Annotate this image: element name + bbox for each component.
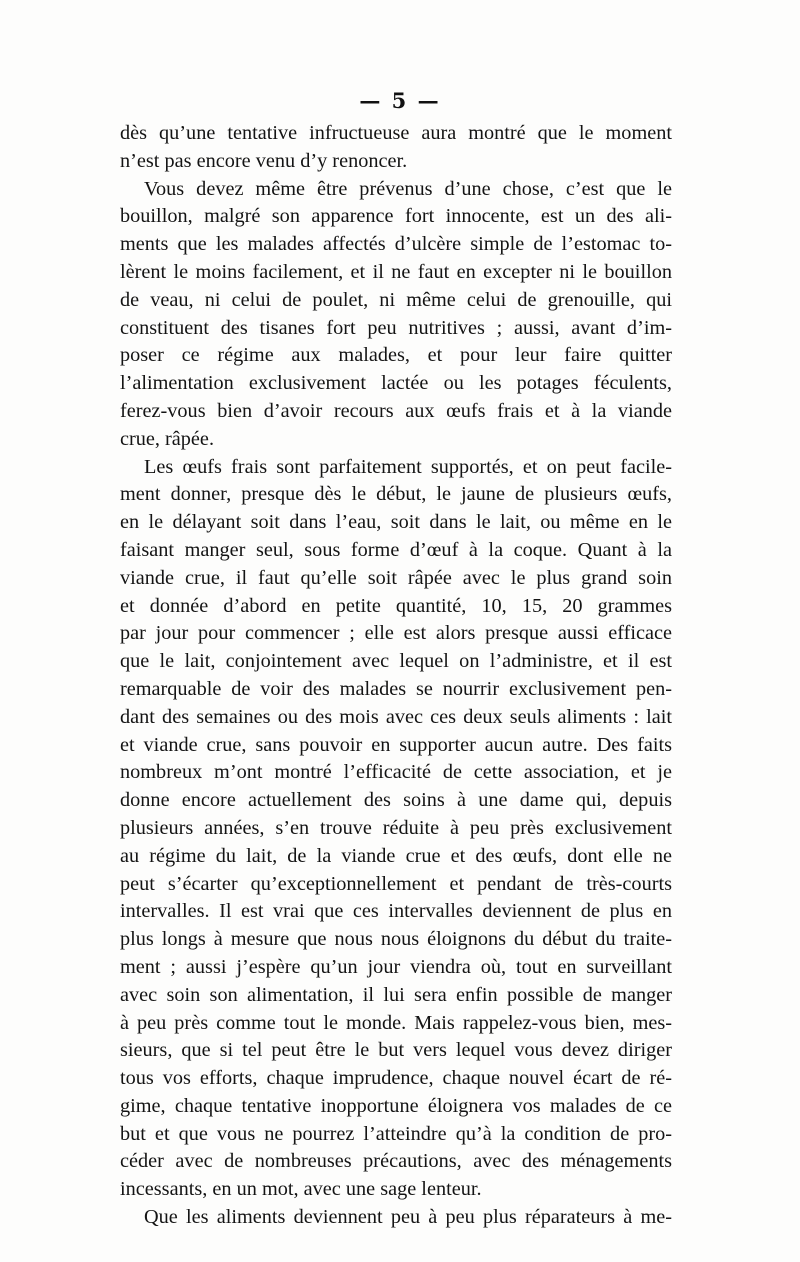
text-line: de veau, ni celui de poulet, ni même celui de grenouille, qui (120, 288, 672, 311)
page-number: — 5 — (359, 88, 441, 113)
text-line: plusieurs années, s’en trouve réduite à peu près exclusivement (120, 816, 672, 839)
text-line: Que les aliments deviennent peu à peu plus réparateurs à me- (144, 1206, 672, 1229)
text-line: faisant manger seul, sous forme d’œuf à la coque. Quant à la (120, 538, 672, 561)
text-line: gime, chaque tentative inopportune éloignera vos malades de ce (120, 1094, 672, 1117)
text-line: donne encore actuellement des soins à une dame qui, depuis (120, 789, 672, 812)
text-line: nombreux m’ont montré l’efficacité de cette association, et je (120, 761, 672, 784)
text-line: n’est pas encore venu d’y renoncer. (120, 149, 408, 172)
text-line: ments que les malades affectés d’ulcère simple de l’estomac to- (120, 233, 672, 256)
text-line: constituent des tisanes fort peu nutritives ; aussi, avant d’im- (120, 316, 672, 339)
text-line: but et que vous ne pourrez l’atteindre qu’à la condition de pro- (120, 1122, 672, 1145)
text-line: sieurs, que si tel peut être le but vers lequel vous devez diriger (120, 1039, 672, 1062)
text-line: et viande crue, sans pouvoir en supporter aucun autre. Des faits (120, 733, 672, 756)
text-line: l’alimentation exclusivement lactée ou les potages féculents, (120, 372, 672, 395)
text-line: Vous devez même être prévenus d’une chose, c’est que le (144, 177, 672, 200)
text-line: incessants, en un mot, avec une sage lenteur. (120, 1178, 482, 1201)
text-line: au régime du lait, de la viande crue et des œufs, dont elle ne (120, 844, 672, 867)
text-line: à peu près comme tout le monde. Mais rappelez-vous bien, mes- (120, 1011, 672, 1034)
text-line: ferez-vous bien d’avoir recours aux œufs frais et à la viande (120, 399, 672, 422)
text-line: bouillon, malgré son apparence fort innocente, est un des ali- (120, 205, 672, 228)
text-line: dant des semaines ou des mois avec ces deux seuls aliments : lait (120, 705, 672, 728)
text-line: intervalles. Il est vrai que ces intervalles deviennent de plus en (120, 900, 672, 923)
text-line: remarquable de voir des malades se nourrir exclusivement pen- (120, 677, 672, 700)
text-line: ment donner, presque dès le début, le jaune de plusieurs œufs, (120, 483, 672, 506)
text-line: céder avec de nombreuses précautions, avec des ménagements (120, 1150, 672, 1173)
text-line: tous vos efforts, chaque imprudence, chaque nouvel écart de ré- (120, 1067, 672, 1090)
text-line: poser ce régime aux malades, et pour leur faire quitter (120, 344, 672, 367)
text-line: par jour pour commencer ; elle est alors presque aussi efficace (120, 622, 672, 645)
text-line: et donnée d’abord en petite quantité, 10, 15, 20 grammes (120, 594, 672, 617)
text-line: dès qu’une tentative infructueuse aura montré que le moment (120, 122, 672, 144)
text-line: viande crue, il faut qu’elle soit râpée avec le plus grand soin (120, 566, 672, 589)
text-line: que le lait, conjointement avec lequel on l’administre, et il est (120, 650, 672, 673)
text-line: avec soin son alimentation, il lui sera enfin possible de manger (120, 983, 672, 1006)
text-line: crue, râpée. (120, 427, 215, 450)
text-line: en le délayant soit dans l’eau, soit dans le lait, ou même en le (120, 511, 672, 534)
text-line: plus longs à mesure que nous nous éloignons du début du traite- (120, 928, 672, 951)
text-line: ment ; aussi j’espère qu’un jour viendra où, tout en surveillant (120, 955, 672, 978)
text-line: lèrent le moins facilement, et il ne faut en excepter ni le bouillon (120, 260, 672, 283)
body-text (120, 120, 672, 1232)
text-line: peut s’écarter qu’exceptionnellement et pendant de très-courts (120, 872, 672, 895)
text-line: Les œufs frais sont parfaitement supportés, et on peut facile- (144, 455, 672, 478)
